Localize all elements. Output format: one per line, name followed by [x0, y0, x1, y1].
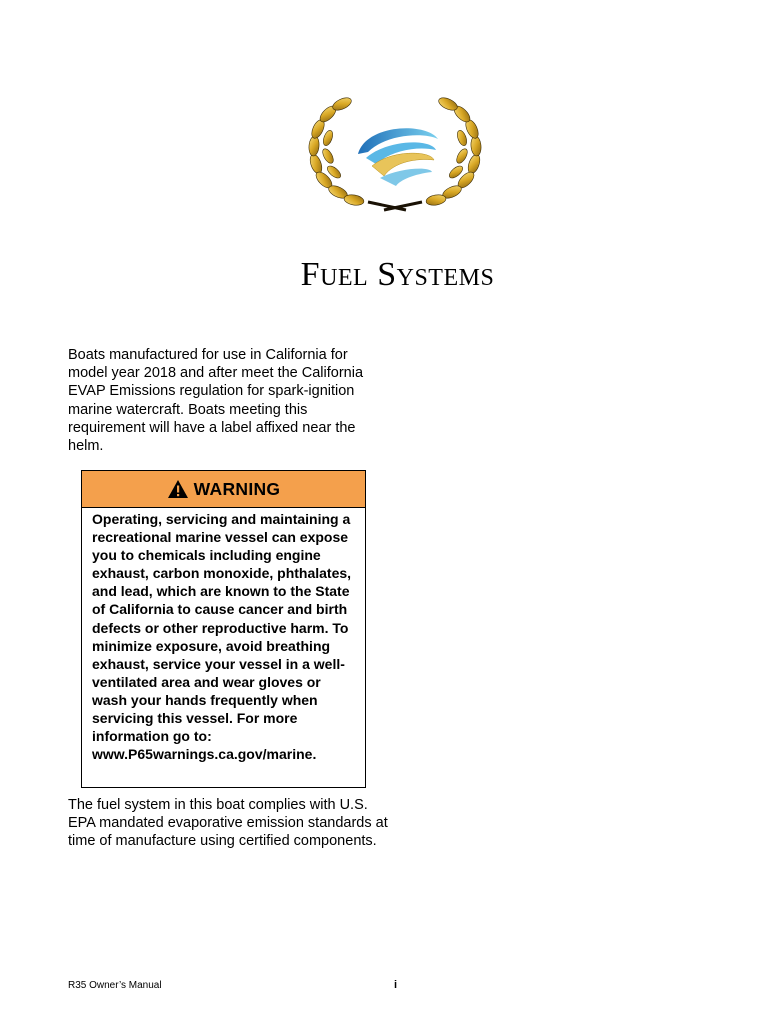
- outro-paragraph: The fuel system in this boat complies with U.S. EPA mandated evaporative emission standards at time of manufacture using certified components.: [68, 797, 388, 850]
- intro-paragraph: Boats manufactured for use in California for model year 2018 and after meet the California EVAP Emissions regulation for spark-ignition marine watercraft. Boats meeting this requirement will have a label affixed near the helm.: [68, 347, 364, 455]
- warning-text: Operating, servicing and maintaining a recreational marine vessel can expose you to chemicals including engine exhaust, carbon monoxide, phthalates, and lead, which are known to the State of California to cause cancer and birth defects or other reproductive harm. To minimize exposure, avoid breathing exhaust, service your vessel in a well-ventilated area and wear gloves or wash your hands frequently when servicing this vessel. For more information go to: www.P65warnings.ca.gov/marine.: [92, 511, 352, 763]
- laurel-wreath-logo: [306, 94, 484, 212]
- page-title: Fuel Systems: [300, 256, 495, 293]
- warning-triangle-icon: [167, 479, 189, 499]
- warning-header: [82, 471, 365, 508]
- warning-box: [81, 470, 366, 788]
- footer-page-number: i: [394, 979, 398, 991]
- warning-heading: WARNING: [193, 478, 281, 499]
- footer-manual-name: R35 Owner’s Manual: [68, 980, 162, 991]
